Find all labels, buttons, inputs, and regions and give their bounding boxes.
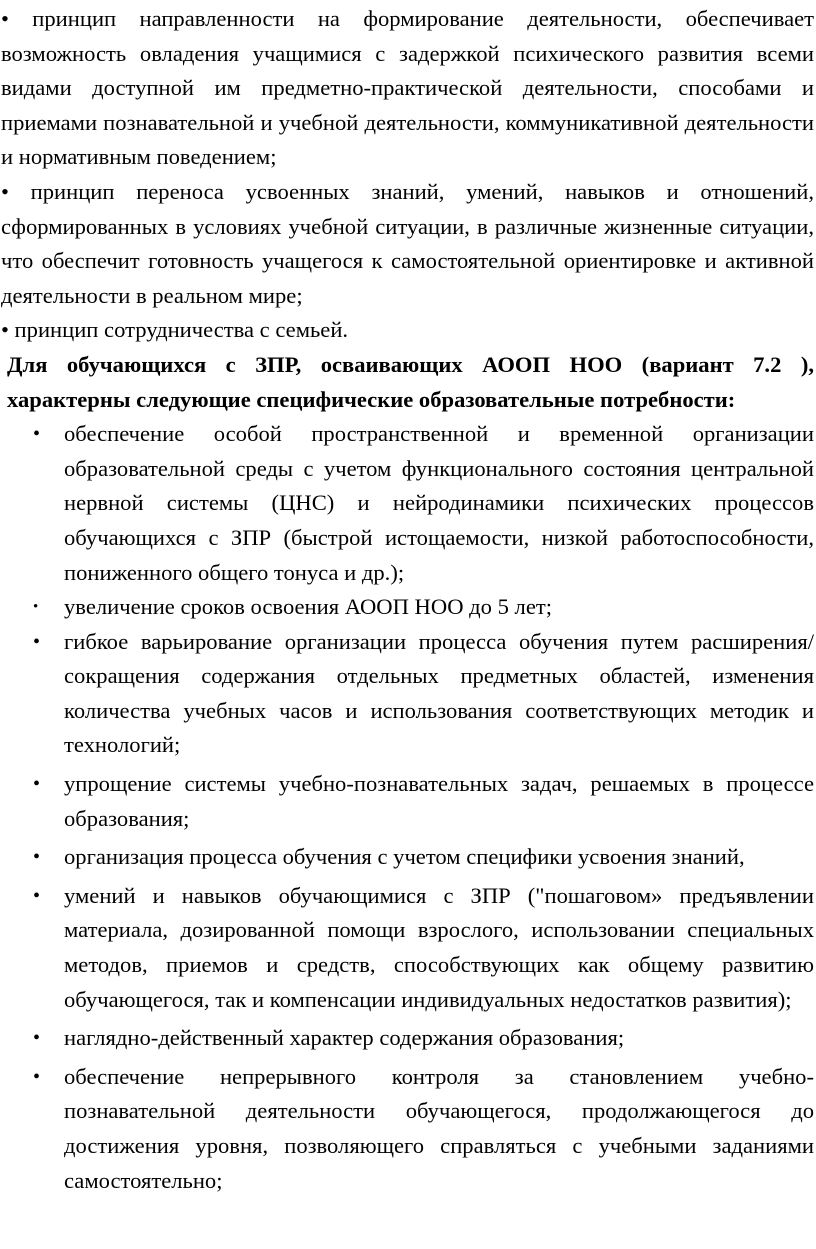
list-item <box>1 879 814 1017</box>
list-item <box>1 767 814 836</box>
list-item-text: гибкое варьирование организации процесса обучения путем расширения/сокращения содержания отдельных предметных областей, изменения количества учебных часов и использования соответствующих методик и технологий; <box>64 628 814 758</box>
list-item-text: обеспечение особой пространственной и временной организации образовательной среды с учетом функционального состояния центральной нервной системы (ЦНС) и нейродинамики психических процессов обучающихся с ЗПР (быстрой истощаемости, низкой работоспособности, пониженного общего тонуса и др.); <box>64 421 814 585</box>
principle-paragraph-transfer: • принцип переноса усвоенных знаний, умений, навыков и отношений, сформированных в условиях учебной ситуации, в различные жизненные ситуации, что обеспечит готовность учащегося к самостоятельной ориентировке и активной деятельности в реальном мире; <box>1 178 814 308</box>
bullet-icon: • <box>33 1065 41 1088</box>
principle-paragraph-direction: • принцип направленности на формирование деятельности, обеспечивает возможность овладения учащимися с задержкой психического развития всеми видами доступной им предметно-практической деятельности, способами и приемами познавательной и учебной деятельности, коммуникативной деятельности и нормативным поведением; <box>1 6 814 170</box>
needs-list <box>1 417 814 1198</box>
list-item <box>1 1060 814 1198</box>
list-item-text: упрощение системы учебно-познавательных задач, решаемых в процессе образования; <box>64 771 814 831</box>
list-item <box>1 840 814 875</box>
list-item-text: организация процесса обучения с учетом специфики усвоения знаний, <box>64 844 745 870</box>
section-heading: Для обучающихся с ЗПР, осваивающих АООП НОО (вариант 7.2 ), характерны следующие специфические образовательные потребности: <box>7 351 814 412</box>
bullet-icon: • <box>33 630 41 653</box>
list-item <box>1 625 814 763</box>
bullet-icon: • <box>33 1027 41 1050</box>
list-item-text: увеличение сроков освоения АООП НОО до 5 лет; <box>64 594 552 620</box>
bullet-icon: • <box>33 884 41 907</box>
bullet-icon: • <box>33 423 41 446</box>
bullet-icon: • <box>33 846 41 869</box>
principle-paragraph-family: • принцип сотрудничества с семьей. <box>1 317 349 343</box>
list-item-text: умений и навыков обучающимися с ЗПР ("пошаговом» предъявлении материала, дозированной помощи взрослого, использовании специальных методов, приемов и средств, способствующих как общему развитию обучающегося, так и компенсации индивидуальных недостатков развития); <box>64 882 814 1012</box>
list-item <box>1 417 814 590</box>
list-item <box>1 590 814 625</box>
list-item-text: обеспечение непрерывного контроля за становлением учебно-познавательной деятельности обучающегося, продолжающегося до достижения уровня, позволяющего справляться с учебными заданиями самостоятельно; <box>64 1063 814 1193</box>
list-item-text: наглядно-действенный характер содержания образования; <box>64 1025 625 1051</box>
bullet-icon: • <box>33 773 41 796</box>
bullet-icon: • <box>33 599 39 616</box>
list-item <box>1 1021 814 1056</box>
